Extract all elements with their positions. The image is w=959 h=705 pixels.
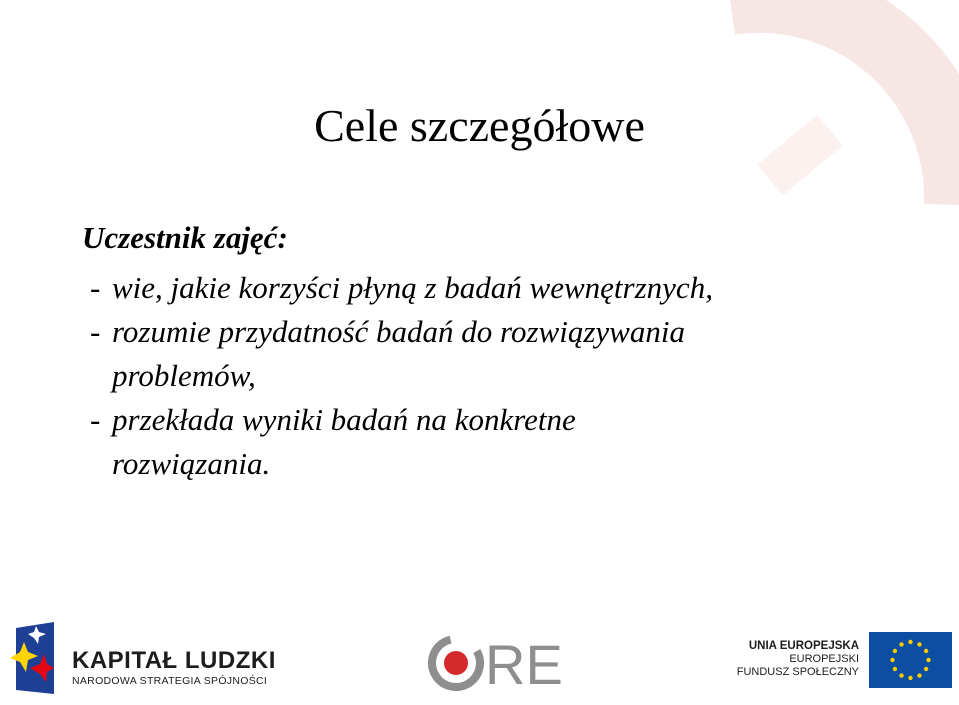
ore-logo-icon [425,632,563,696]
eu-line-3: FUNDUSZ SPOŁECZNY [736,666,859,678]
bullet-item [90,266,902,310]
eu-text [737,640,859,679]
slide-content [82,214,902,486]
bullet-text: wie, jakie korzyści płyną z badań wewnętrznych, [112,270,713,305]
kapital-ludzki-logo-icon [6,618,56,698]
bullet-text: rozumie przydatność badań do rozwiązywania problemów, [112,314,685,393]
eu-line-2: EUROPEJSKI [789,653,859,665]
bullet-dash: - [90,402,101,437]
kapital-ludzki-tagline: NARODOWA STRATEGIA SPÓJNOŚCI [72,675,268,687]
eu-flag-icon [869,632,952,688]
bullet-text: przekłada wyniki badań na konkretne rozwiązania. [112,402,576,481]
kapital-ludzki-name: KAPITAŁ LUDZKI [72,647,276,674]
bullet-dash: - [90,270,101,305]
kapital-ludzki-text [72,648,276,688]
bullet-dash: - [90,314,101,349]
bullet-item [90,398,902,486]
footer-logos [0,610,959,705]
bullet-item [90,310,902,398]
slide-heading: Uczestnik zajęć: [82,220,288,255]
eu-line-1: UNIA EUROPEJSKA [748,640,859,652]
ore-letters: RE [485,633,563,696]
slide-title: Cele szczegółowe [314,100,645,151]
